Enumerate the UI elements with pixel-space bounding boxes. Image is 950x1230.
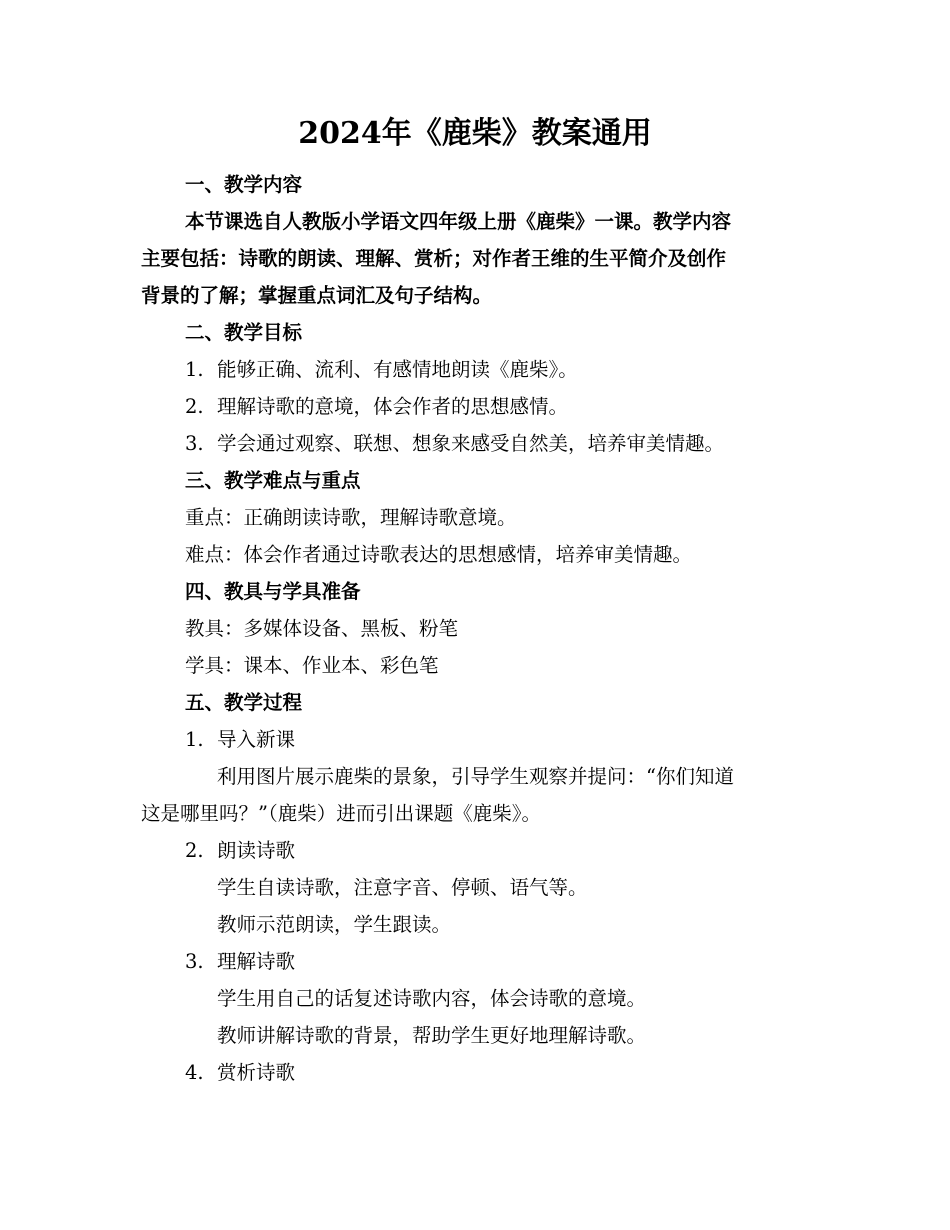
objective-item: [185, 356, 578, 384]
step-text-line: 学生自读诗歌，注意字音、停顿、语气等。: [217, 876, 588, 899]
section-heading-objectives: 二、教学目标: [185, 321, 303, 344]
step-title: 赏析诗歌: [217, 1061, 296, 1084]
student-materials-text: 学具：课本、作业本、彩色笔: [185, 654, 439, 677]
process-step-heading: [185, 1059, 295, 1087]
list-number: 1.: [185, 728, 204, 751]
list-number: 2.: [185, 395, 204, 418]
section-heading-content: 一、教学内容: [185, 173, 303, 196]
key-point-text: 重点：正确朗读诗歌，理解诗歌意境。: [185, 506, 517, 529]
list-number: 4.: [185, 1061, 204, 1084]
step-title: 理解诗歌: [217, 950, 296, 973]
step-title: 导入新课: [217, 728, 296, 751]
difficulty-text: 难点：体会作者通过诗歌表达的思想感情，培养审美情趣。: [185, 543, 693, 566]
step-text-line: 教师讲解诗歌的背景，帮助学生更好地理解诗歌。: [217, 1024, 647, 1047]
content-paragraph-line-1: 本节课选自人教版小学语文四年级上册《鹿柴》一课。教学内容: [185, 210, 732, 233]
content-paragraph-line-3: 背景的了解；掌握重点词汇及句子结构。: [141, 284, 493, 307]
process-step-heading: [185, 948, 295, 976]
step-text-line: 这是哪里吗？”（鹿柴）进而引出课题《鹿柴》。: [141, 802, 541, 825]
content-paragraph-line-2: 主要包括：诗歌的朗读、理解、赏析；对作者王维的生平简介及创作: [141, 247, 727, 270]
list-number: 2.: [185, 839, 204, 862]
objective-text: 学会通过观察、联想、想象来感受自然美，培养审美情趣。: [217, 432, 725, 455]
step-text-line: 利用图片展示鹿柴的景象，引导学生观察并提问：“你们知道: [217, 765, 734, 788]
document-title: 2024年《鹿柴》教案通用: [298, 116, 652, 151]
section-heading-process: 五、教学过程: [185, 691, 303, 714]
section-heading-materials: 四、教具与学具准备: [185, 580, 361, 603]
objective-item: [185, 393, 568, 421]
process-step-heading: [185, 837, 295, 865]
section-heading-key-points: 三、教学难点与重点: [185, 469, 361, 492]
process-step-heading: [185, 726, 295, 754]
list-number: 3.: [185, 950, 204, 973]
objective-text: 理解诗歌的意境，体会作者的思想感情。: [217, 395, 569, 418]
teacher-materials-text: 教具：多媒体设备、黑板、粉笔: [185, 617, 459, 640]
objective-item: [185, 430, 724, 458]
step-text-line: 学生用自己的话复述诗歌内容，体会诗歌的意境。: [217, 987, 647, 1010]
objective-text: 能够正确、流利、有感情地朗读《鹿柴》。: [217, 358, 578, 381]
list-number: 3.: [185, 432, 204, 455]
list-number: 1.: [185, 358, 204, 381]
step-text-line: 教师示范朗读，学生跟读。: [217, 913, 452, 936]
step-title: 朗读诗歌: [217, 839, 296, 862]
